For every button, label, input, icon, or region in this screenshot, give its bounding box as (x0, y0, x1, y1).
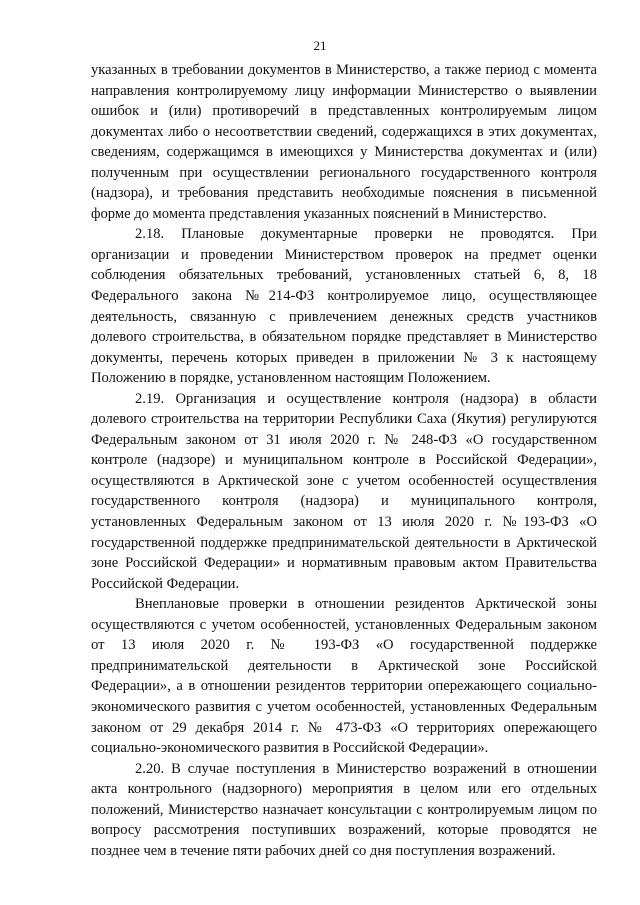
paragraph-continuation: указанных в требовании документов в Министерство, а также период с момента направления контролируемому лицу информации Министерство о выявлении ошибок и (или) противоречий в представленных контролируемым лицом документах либо о несоответствии сведений, содержащихся в этих документах, сведениям, содержащимся в имеющихся у Министерства документах и (или) полученным при осуществлении регионального государственного контроля (надзора), и требования представить необходимые пояснения в письменной форме до момента представления указанных пояснений в Министерство. (91, 62, 597, 222)
paragraph-2-19: 2.19. Организация и осуществление контроля (надзора) в области долевого строительства на территории Республики Саха (Якутия) регулируются Федеральным законом от 31 июля 2020 г. № 248-ФЗ «О государственном контроле (надзоре) и муниципальном контроле в Российской Федерации», осуществляются в Арктической зоне с учетом особенностей осуществления государственного контроля (надзора) и муниципального контроля, установленных Федеральным законом от 13 июля 2020 г. №193-ФЗ «О государственной поддержке предпринимательской деятельности в Арктической зоне Российской Федерации» и нормативным правовым актом Правительства Российской Федерации. (91, 390, 597, 592)
page-number: 21 (313, 38, 327, 53)
document-body (91, 60, 597, 861)
paragraph-2-18: 2.18. Плановые документарные проверки не проводятся. При организации и проведении Министерством проверок на предмет оценки соблюдения обязательных требований, установленных статьей 6, 8, 18 Федерального закона №214-ФЗ контролируемое лицо, осуществляющее деятельность, связанную с привлечением денежных средств участников долевого строительства, в обязательном порядке представляет в Министерство документы, перечень которых приведен в приложении № 3 к настоящему Положению в порядке, установленном настоящим Положением. (91, 226, 597, 387)
paragraph-2-20: 2.20. В случае поступления в Министерство возражений в отношении акта контрольного (надзорного) мероприятия в целом или его отдельных положений, Министерство назначает консультации с контролируемым лицом по вопросу рассмотрения поступивших возражений, которые проводятся не позднее чем в течение пяти рабочих дней со дня поступления возражений. (91, 760, 597, 859)
paragraph-unscheduled-inspections: Внеплановые проверки в отношении резидентов Арктической зоны осуществляются с учетом особенностей, установленных Федеральным законом от 13 июля 2020 г. № 193-ФЗ «О государственной поддержке предпринимательской деятельности в Арктической зоне Российской Федерации», а в отношении резидентов территории опережающего социально-экономического развития с учетом особенностей, установленных Федеральным законом от 29 декабря 2014 г. № 473-ФЗ «О территориях опережающего социально-экономического развития в Российской Федерации». (91, 596, 597, 757)
